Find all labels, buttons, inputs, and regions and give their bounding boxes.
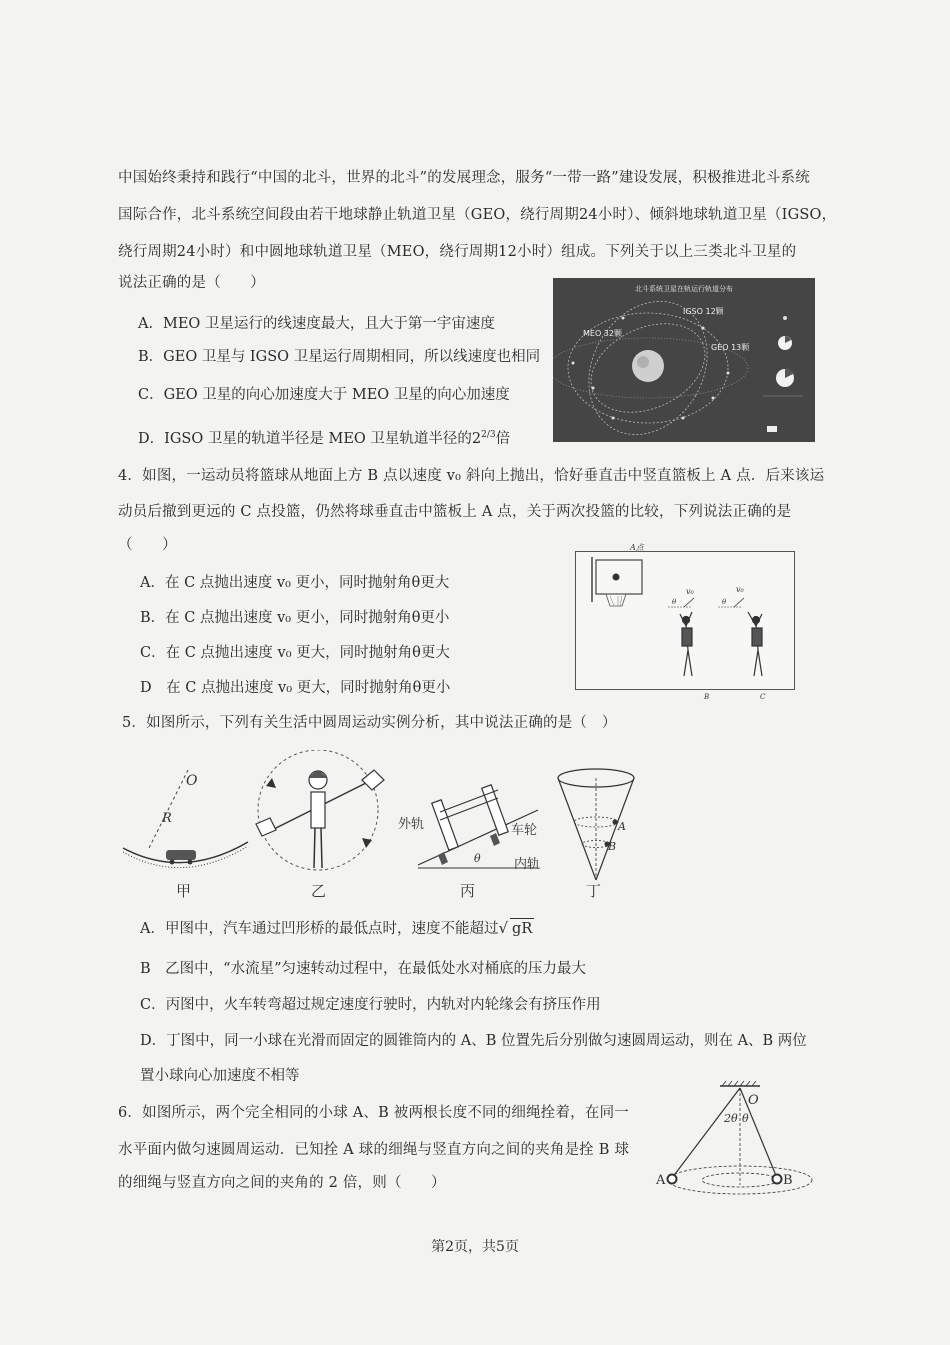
- player-c-icon: [748, 612, 762, 676]
- q5-option-a-text: A．甲图中，汽车通过凹形桥的最低点时，速度不能超过: [140, 921, 499, 937]
- q5-option-a: A．甲图中，汽车通过凹形桥的最低点时，速度不能超过√ gR: [140, 919, 533, 937]
- q4-option-c: C．在 C 点抛出速度 v₀ 更大，同时抛射角θ更大: [140, 645, 450, 661]
- orbit-figure-title: 北斗系统卫星在轨运行轨道分布: [635, 285, 733, 293]
- q3-option-d-exponent: 2/3: [481, 430, 496, 440]
- q3-intro-line-4: 说法正确的是（ ）: [118, 275, 265, 291]
- q3-option-a: A．MEO 卫星运行的线速度最大，且大于第一宇宙速度: [138, 316, 495, 332]
- q3-option-d-base: 2: [471, 430, 482, 447]
- q4-stem-line-1: 4．如图，一运动员将篮球从地面上方 B 点以速度 v₀ 斜向上抛出，恰好垂直击中竖直篮板上 A 点．后来该运: [118, 468, 825, 484]
- pendulum-figure: [650, 1080, 830, 1200]
- point-a-label: A点: [630, 543, 644, 552]
- meo-label: MEO 32颗: [583, 329, 622, 338]
- caption-ding: 丁: [586, 882, 602, 900]
- q3-intro-line-3: 绕行周期24小时）和中圆地球轨道卫星（MEO，绕行周期12小时）组成。下列关于以上三类北斗卫星的: [118, 244, 797, 260]
- caption-jia: 甲: [176, 882, 192, 900]
- car-icon: [166, 850, 196, 860]
- label-b: B: [783, 1173, 793, 1188]
- q3-option-d: [138, 425, 510, 449]
- label-a: A: [618, 820, 626, 833]
- q6-stem-line-3: 的细绳与竖直方向之间的夹角的 2 倍，则（ ）: [118, 1175, 446, 1191]
- q3-intro-line-1: 中国始终秉持和践行“中国的北斗，世界的北斗”的发展理念，服务“一带一路”建设发展，积极推进北斗系统: [118, 170, 810, 186]
- q5-option-b: B 乙图中，“水流星”匀速转动过程中，在最低处水对桶底的压力最大: [140, 961, 586, 977]
- q5-stem: 5．如图所示，下列有关生活中圆周运动实例分析，其中说法正确的是（ ）: [122, 715, 617, 731]
- q4-stem-line-3: （ ）: [118, 537, 177, 553]
- q4-option-a: A．在 C 点抛出速度 v₀ 更小，同时抛射角θ更大: [140, 575, 450, 591]
- q5-option-d-line-1: D．丁图中，同一小球在光滑而固定的圆锥筒内的 A、B 位置先后分别做匀速圆周运动，则在 A、B 两位: [140, 1033, 807, 1049]
- label-a: A: [656, 1173, 666, 1188]
- label-inner-rail: 内轨: [514, 857, 541, 872]
- caption-bing: 丙: [460, 882, 476, 900]
- page-number: 第2页，共5页: [431, 1239, 519, 1255]
- q5-option-c: C．丙图中，火车转弯超过规定速度行驶时，内轨对内轮缘会有挤压作用: [140, 997, 601, 1013]
- label-wheel: 车轮: [511, 823, 538, 838]
- label-outer-rail: 外轨: [398, 817, 425, 832]
- theta-label-c: θ: [722, 598, 727, 606]
- ball-b-icon: [773, 1175, 782, 1184]
- q3-intro-line-2: 国际合作，北斗系统空间段由若干地球静止轨道卫星（GEO，绕行周期24小时）、倾斜地球轨道卫星（IGSO，: [118, 207, 837, 223]
- point-b-label: B: [704, 693, 710, 701]
- caption-yi: 乙: [311, 882, 327, 900]
- igso-label: IGSO 12颗: [683, 307, 724, 316]
- q4-option-d: D 在 C 点抛出速度 v₀ 更大，同时抛射角θ更小: [140, 680, 451, 696]
- basketball-diagram: [576, 543, 794, 702]
- orbit-diagram: [553, 278, 815, 442]
- label-theta: θ: [474, 852, 481, 865]
- q5-option-d-line-2: 置小球向心加速度不相等: [140, 1068, 300, 1084]
- basketball-figure: [575, 543, 795, 701]
- figure-yi-water-star: [256, 750, 384, 870]
- geo-label: GEO 13颗: [711, 343, 750, 352]
- label-r: R: [162, 811, 172, 826]
- earth-icon: [632, 350, 664, 382]
- q5-figures: [118, 750, 638, 900]
- q6-stem-line-2: 水平面内做匀速圆周运动．已知拴 A 球的细绳与竖直方向之间的夹角是拴 B 球: [118, 1142, 630, 1158]
- label-2theta: 2θ: [724, 1112, 738, 1125]
- point-c-label: C: [760, 693, 766, 701]
- label-o: O: [186, 773, 198, 789]
- q4-option-b: B．在 C 点抛出速度 v₀ 更小，同时抛射角θ更小: [140, 610, 450, 626]
- v0-label-b: v₀: [686, 587, 694, 596]
- hoop-net: [606, 594, 626, 606]
- label-theta: θ: [742, 1112, 749, 1125]
- player-b-icon: [680, 612, 692, 676]
- q5-option-a-sqrt: gR: [510, 918, 534, 939]
- ball-icon: [613, 574, 620, 581]
- beidou-orbit-figure: [553, 278, 815, 442]
- q3-option-c: C．GEO 卫星的向心加速度大于 MEO 卫星的向心加速度: [138, 387, 510, 403]
- v0-label-c: v₀: [736, 585, 744, 594]
- theta-label-b: θ: [672, 598, 677, 606]
- figure-jia-bridge: [123, 770, 248, 868]
- q3-option-b: B．GEO 卫星与 IGSO 卫星运行周期相同，所以线速度也相同: [138, 349, 541, 365]
- q3-option-d-text: D．IGSO 卫星的轨道半径是 MEO 卫星轨道半径的: [138, 430, 472, 447]
- label-b: B: [608, 840, 617, 853]
- figure-ding-cone: [558, 769, 634, 880]
- q6-stem-line-1: 6．如图所示，两个完全相同的小球 A、B 被两根长度不同的细绳拴着，在同一: [118, 1105, 629, 1121]
- q4-stem-line-2: 动员后撤到更远的 C 点投篮，仍然将球垂直击中篮板上 A 点，关于两次投篮的比较，下列说法正确的是: [118, 504, 792, 520]
- q3-option-d-suffix: 倍: [495, 430, 511, 447]
- ball-a-icon: [668, 1175, 677, 1184]
- label-o: O: [748, 1093, 759, 1108]
- bucket-icon-left: [256, 818, 276, 836]
